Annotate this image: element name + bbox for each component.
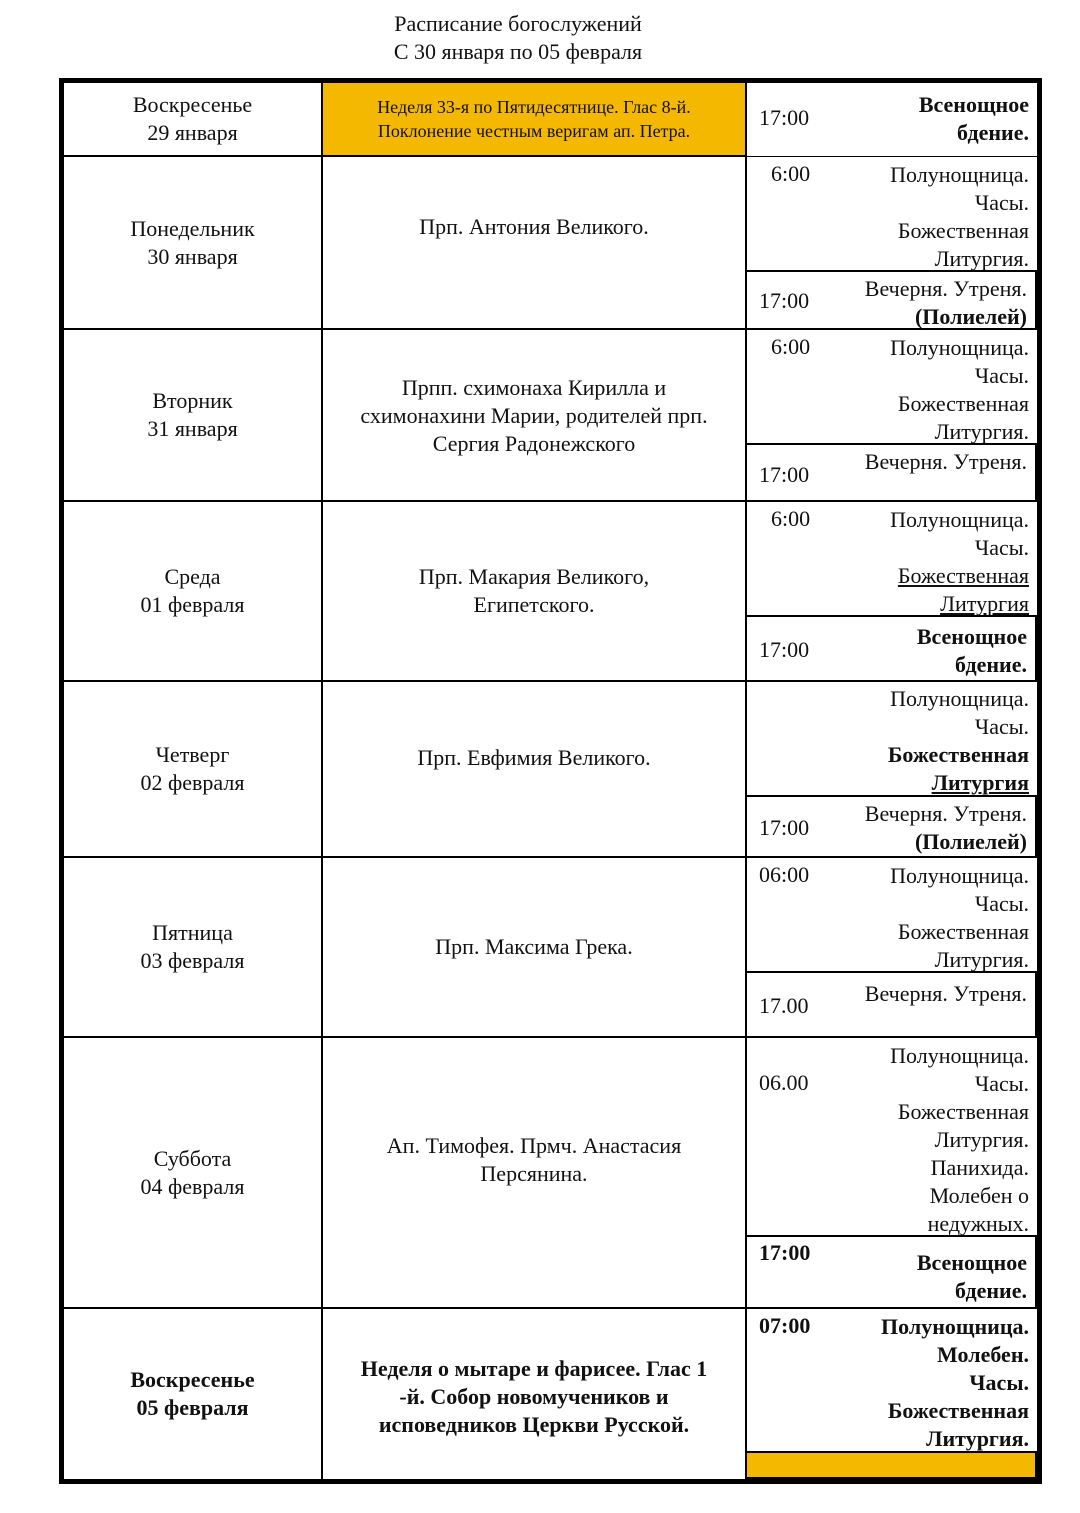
page-subtitle: С 30 января по 05 февраля <box>393 39 643 64</box>
service-time: 07:00 <box>759 1313 811 1338</box>
feast-cell-sun-29 <box>323 83 747 157</box>
feast-line: Неделя 33-я по Пятидесятнице. Глас 8-й. <box>377 97 691 117</box>
feast-cell-wed-01 <box>323 502 747 682</box>
page-title: Расписание богослужений <box>394 11 642 36</box>
service-desc: Полунощница. Часы. Божественная Литургия. <box>890 863 1029 972</box>
feast-line: Прп. Антония Великого. <box>419 214 649 239</box>
service-time: 6:00 <box>771 161 811 186</box>
service-cell <box>747 1309 1037 1452</box>
service-cell <box>745 270 1037 330</box>
weekday: Суббота <box>153 1145 232 1171</box>
service-time: 6:00 <box>771 506 811 531</box>
service-desc: Всенощное бдение. <box>918 92 1029 145</box>
weekday: Понедельник <box>130 215 255 241</box>
feast-cell-fri-03 <box>323 858 747 1038</box>
service-time: 17:00 <box>759 288 810 313</box>
feast-cell-sun-05 <box>323 1309 747 1479</box>
service-time: 06:00 <box>759 862 810 887</box>
service-desc: Полунощница. Молебен. Часы. Божественная Литургия. <box>881 1314 1029 1451</box>
weekday: Воскресенье <box>130 1367 255 1392</box>
service-desc: Полунощница. Часы. Божественная Литургия. <box>890 335 1029 444</box>
service-desc: Вечерня. Утреня. (Полиелей) <box>864 801 1027 854</box>
service-cell <box>747 682 1037 796</box>
service-cell <box>747 157 1037 271</box>
service-cell <box>745 971 1037 1038</box>
service-time: 6:00 <box>771 334 811 359</box>
feast-line: Прп. Макария Великого, <box>418 564 650 589</box>
schedule-table <box>59 78 1042 1484</box>
feast-line: Неделя о мытаре и фарисее. Глас 1 <box>360 1356 708 1381</box>
service-cell <box>745 443 1037 502</box>
weekday: Вторник <box>152 388 233 413</box>
day-cell-tue-31 <box>64 330 323 502</box>
service-desc: Полунощница. Часы. Божественная Литургия <box>890 507 1029 616</box>
service-time: 17:00 <box>759 462 810 487</box>
day-cell-fri-03 <box>64 858 323 1038</box>
feast-line: -й. Собор новомучеников и <box>399 1384 669 1409</box>
feast-line: Прп. Максима Грека. <box>435 934 633 959</box>
day-cell-wed-01 <box>64 502 323 682</box>
page-header <box>0 10 1036 66</box>
date: 05 февраля <box>136 1395 249 1420</box>
date: 04 февраля <box>140 1173 245 1199</box>
weekday: Пятница <box>152 920 233 945</box>
feast-line: Персянина. <box>480 1161 588 1186</box>
service-cell <box>747 83 1037 157</box>
date: 03 февраля <box>140 948 245 973</box>
feast-cell-tue-31 <box>323 330 747 502</box>
feast-line: исповедников Церкви Русской. <box>378 1412 690 1437</box>
service-time: 17:00 <box>759 637 810 662</box>
service-desc: Всенощное бдение. <box>916 624 1027 677</box>
service-time: 17.00 <box>759 993 809 1018</box>
service-time: 17:00 <box>759 815 810 840</box>
service-desc: Полунощница. Часы. Божественная Литургия <box>887 686 1029 795</box>
service-desc: Всенощное бдение. <box>916 1250 1027 1303</box>
date: 31 января <box>147 416 238 441</box>
service-time: 17:00 <box>759 105 810 130</box>
service-desc: Полунощница. Часы. Божественная Литургия. Панихида. Молебен о недужных. <box>890 1043 1029 1236</box>
day-cell-sun-05 <box>64 1309 323 1479</box>
weekday: Среда <box>164 564 221 589</box>
service-time: 17:00 <box>759 1240 811 1265</box>
service-cell <box>747 1038 1037 1236</box>
highlight-bar <box>745 1451 1037 1479</box>
day-cell-sat-04 <box>64 1038 323 1309</box>
day-cell-thu-02 <box>64 682 323 858</box>
service-cell <box>745 615 1037 682</box>
feast-cell-sat-04 <box>323 1038 747 1309</box>
service-cell <box>747 858 1037 972</box>
feast-line: Поклонение честным веригам ап. Петра. <box>377 121 691 141</box>
feast-line: Египетского. <box>473 592 595 617</box>
day-cell-mon-30 <box>64 157 323 330</box>
date: 30 января <box>147 243 238 269</box>
feast-line: Ап. Тимофея. Прмч. Анастасия <box>386 1133 682 1158</box>
feast-line: Прп. Евфимия Великого. <box>417 745 651 770</box>
service-cell <box>745 795 1037 858</box>
feast-cell-thu-02 <box>323 682 747 858</box>
weekday: Воскресенье <box>132 92 253 117</box>
service-desc: Вечерня. Утреня. <box>864 981 1027 1006</box>
feast-cell-mon-30 <box>323 157 747 330</box>
date: 01 февраля <box>140 592 245 617</box>
service-desc: Вечерня. Утреня. <box>864 449 1027 474</box>
service-cell <box>747 502 1037 616</box>
service-desc: Полунощница. Часы. Божественная Литургия. <box>890 162 1029 271</box>
day-cell-sun-29 <box>64 83 323 157</box>
weekday: Четверг <box>155 742 230 767</box>
date: 02 февраля <box>140 770 245 795</box>
date: 29 января <box>147 120 238 145</box>
service-cell <box>747 330 1037 444</box>
feast-line: Прпп. схимонаха Кирилла и <box>401 375 667 400</box>
feast-line: Сергия Радонежского <box>432 431 636 456</box>
service-desc: Вечерня. Утреня. (Полиелей) <box>864 276 1027 329</box>
feast-line: схимонахини Марии, родителей прп. <box>360 403 708 428</box>
service-time: 06.00 <box>759 1070 809 1095</box>
service-cell <box>745 1235 1037 1309</box>
